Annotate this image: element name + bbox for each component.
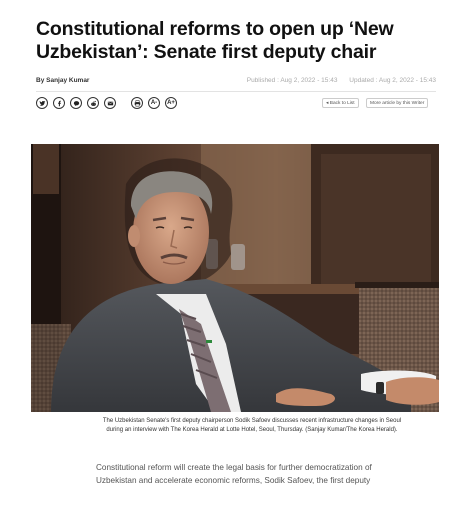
reddit-icon[interactable] [87, 97, 99, 109]
more-articles-button[interactable]: More article by this Writer [366, 98, 428, 108]
article-dates [247, 77, 436, 84]
font-decrease-icon[interactable]: A- [148, 97, 160, 109]
article-headline: Constitutional reforms to open up ‘New Uzbekistan’: Senate first deputy chair [36, 18, 394, 63]
article-body: Constitutional reform will create the legal basis for further democratization of Uzbekistan and accelerate economic reforms, Sodik Safoev, the first deputy [96, 463, 372, 485]
font-increase-icon[interactable]: A+ [165, 97, 177, 109]
facebook-icon[interactable] [53, 97, 65, 109]
byline[interactable]: By Sanjay Kumar [36, 77, 90, 84]
photo-illustration [31, 144, 439, 412]
updated-date: Updated : Aug 2, 2022 - 15:43 [349, 77, 436, 84]
published-date: Published : Aug 2, 2022 - 15:43 [246, 77, 338, 84]
divider [36, 91, 436, 92]
article-meta [36, 77, 436, 89]
photo-caption: The Uzbekistan Senate's first deputy chairperson Sodik Safoev discusses recent infrastructure changes in Seoul during an interview with The Korea Herald at Lotte Hotel, Seoul, Thursday. (Sanjay Kumar/The Korea Herald). [102, 418, 402, 433]
article-photo [31, 144, 439, 412]
twitter-icon[interactable] [36, 97, 48, 109]
kakaotalk-icon[interactable] [70, 97, 82, 109]
print-icon[interactable] [131, 97, 143, 109]
email-icon[interactable] [104, 97, 116, 109]
back-to-list-button[interactable]: ◂ Back to List [322, 98, 359, 108]
